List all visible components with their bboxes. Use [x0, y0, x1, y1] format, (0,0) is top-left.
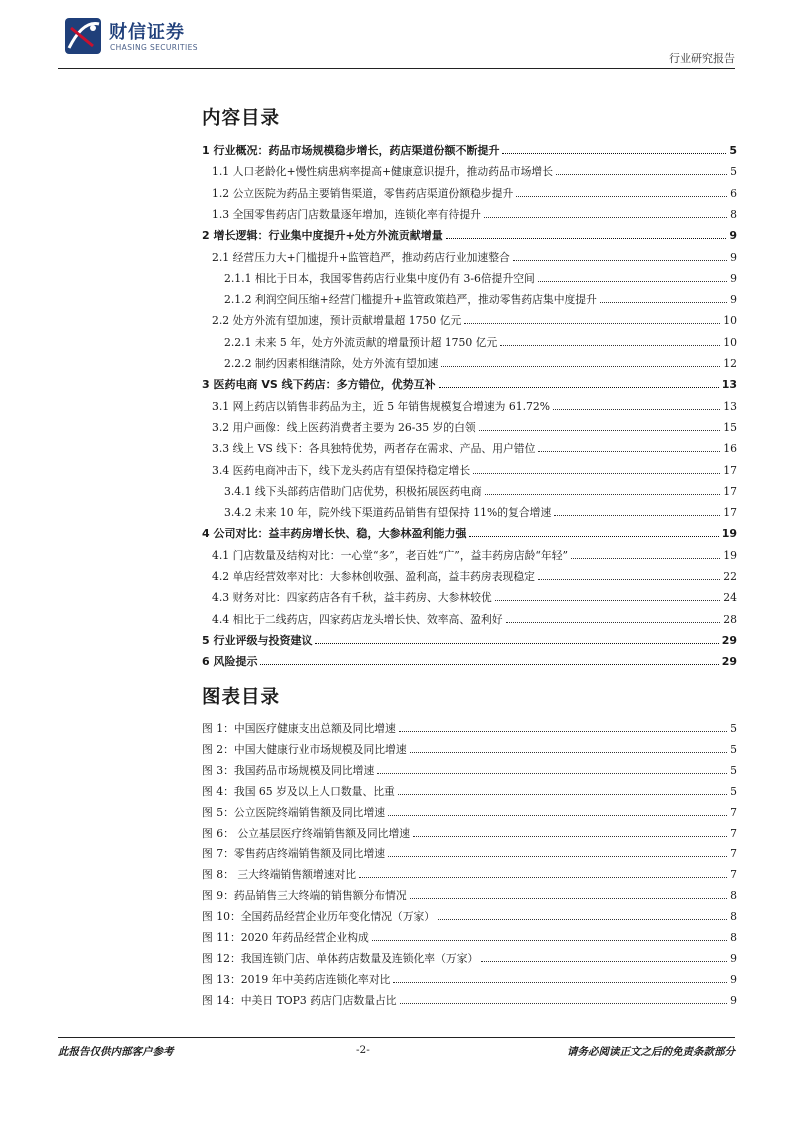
dot-leader: [495, 600, 721, 601]
header-divider: [58, 68, 735, 69]
toc-entry-page: 17: [723, 484, 737, 498]
dot-leader: [500, 345, 720, 346]
toc-entry[interactable]: [212, 542, 737, 562]
toc-entry-title: 2.2.1 未来 5 年，处方外流贡献的增量预计超 1750 亿元: [224, 335, 498, 349]
toc-entry-title: 2.1.2 利润空间压缩+经营门槛提升+监管政策趋严，推动零售药店集中度提升: [224, 293, 597, 307]
figure-entry[interactable]: [202, 987, 737, 1007]
toc-entry-page: 5: [729, 144, 737, 157]
toc-entry-title: 1.1 人口老龄化+慢性病患病率提高+健康意识提升，推动药品市场增长: [212, 165, 554, 179]
toc-entry[interactable]: [212, 158, 737, 178]
figure-entry-page: 8: [730, 931, 737, 944]
toc-entry-title: 6 风险提示: [202, 655, 258, 669]
figure-entry-title: 图 14：中美日 TOP3 药店门店数量占比: [202, 993, 397, 1007]
toc-entry-title: 1.2 公立医院为药品主要销售渠道，零售药店渠道份额稳步提升: [212, 186, 514, 200]
figure-entry[interactable]: [202, 882, 737, 902]
figure-entry-title: 图 7：零售药店终端销售额及同比增速: [202, 847, 386, 861]
figure-entry-page: 9: [730, 951, 737, 965]
toc-entry[interactable]: [202, 627, 737, 647]
figure-entry-title: 图 12：我国连锁门店、单体药店数量及连锁化率（万家）: [202, 951, 479, 965]
toc-title: 内容目录: [202, 108, 281, 129]
toc-entry[interactable]: [224, 478, 737, 498]
toc-entry-page: 9: [730, 293, 737, 307]
dot-leader: [479, 430, 721, 431]
toc-entry-title: 2.1 经营压力大+门槛提升+监管趋严，推动药店行业加速整合: [212, 250, 510, 264]
page-number: -2-: [356, 1044, 370, 1056]
toc-entry-page: 19: [723, 548, 737, 562]
figure-entry-page: 9: [730, 972, 737, 986]
dot-leader: [464, 323, 720, 324]
dot-leader: [410, 752, 727, 753]
figure-entry[interactable]: [202, 840, 737, 860]
figure-entry[interactable]: [202, 945, 737, 965]
figure-entry-page: 8: [730, 910, 737, 924]
toc-entry-page: 16: [723, 442, 737, 456]
toc-entry-title: 2.2 处方外流有望加速，预计贡献增量超 1750 亿元: [212, 314, 462, 328]
toc-entry-title: 3.4.2 未来 10 年，院外线下渠道药品销售有望保持 11%的复合增速: [224, 506, 552, 520]
toc-entry-page: 10: [723, 335, 737, 349]
toc-entry[interactable]: [212, 435, 737, 455]
dot-leader: [600, 302, 727, 303]
figure-entry[interactable]: [202, 903, 737, 923]
figure-entry[interactable]: [202, 778, 737, 798]
dot-leader: [553, 409, 720, 410]
toc-entry[interactable]: [212, 244, 737, 264]
dot-leader: [315, 643, 718, 644]
toc-entry[interactable]: [224, 350, 737, 370]
toc-entry-title: 2.2.2 制约因素相继清除，处方外流有望加速: [224, 357, 439, 370]
dot-leader: [556, 174, 727, 175]
toc-entry-page: 17: [723, 463, 737, 477]
figure-entry-page: 7: [730, 805, 737, 819]
dot-leader: [506, 622, 721, 623]
dot-leader: [398, 794, 727, 795]
toc-entry[interactable]: [202, 648, 737, 668]
figure-entry[interactable]: [202, 861, 737, 881]
toc-entry-title: 5 行业评级与投资建议: [202, 633, 313, 647]
logo-mark-icon: [63, 16, 103, 56]
dot-leader: [484, 217, 727, 218]
figure-entry-page: 7: [730, 868, 737, 882]
dot-leader: [538, 579, 720, 580]
figure-entry-title: 图 3：我国药品市场规模及同比增速: [202, 763, 375, 777]
figure-entry-page: 8: [730, 889, 737, 903]
toc-entry-title: 4.4 相比于二线药店，四家药店龙头增长快、效率高、盈利好: [212, 612, 503, 626]
figure-entry[interactable]: [202, 966, 737, 986]
toc-entry[interactable]: [224, 329, 737, 349]
toc-entry-page: 24: [723, 591, 737, 605]
toc-entry-page: 19: [721, 527, 737, 541]
toc-entry-page: 17: [723, 506, 737, 520]
toc-entry[interactable]: [212, 457, 737, 477]
figure-entry-page: 7: [730, 826, 737, 840]
dot-leader: [400, 1003, 728, 1004]
figure-entry-title: 图 10：全国药品经营企业历年变化情况（万家）: [202, 910, 436, 924]
toc-entry[interactable]: [202, 222, 737, 242]
dot-leader: [372, 940, 727, 941]
toc-entry-page: 8: [730, 207, 737, 221]
figure-entry-title: 图 4：我国 65 岁及以上人口数量、比重: [202, 784, 395, 798]
toc-entry[interactable]: [212, 393, 737, 413]
toc-entry-page: 13: [721, 378, 737, 392]
dot-leader: [439, 387, 719, 388]
dot-leader: [446, 238, 727, 239]
toc-entry-page: 10: [723, 314, 737, 328]
toc-entry-title: 3.4 医药电商冲击下，线下龙头药店有望保持稳定增长: [212, 463, 471, 477]
dot-leader: [538, 281, 727, 282]
logo-english-name: CHASING SECURITIES: [110, 43, 198, 52]
dot-leader: [516, 196, 727, 197]
dot-leader: [388, 856, 727, 857]
dot-leader: [473, 473, 720, 474]
toc-entry[interactable]: [212, 584, 737, 604]
toc-entry-title: 3 医药电商 VS 线下药店：多方错位，优势互补: [202, 378, 436, 392]
dot-leader: [388, 815, 727, 816]
toc-entry-title: 4.3 财务对比：四家药店各有千秋，益丰药房、大参林较优: [212, 591, 492, 605]
figure-entry[interactable]: [202, 820, 737, 840]
toc-entry[interactable]: [212, 307, 737, 327]
toc-entry[interactable]: [224, 286, 737, 306]
dot-leader: [359, 877, 727, 878]
figure-entry[interactable]: [202, 736, 737, 756]
dot-leader: [438, 919, 727, 920]
toc-entry-title: 3.1 网上药店以销售非药品为主，近 5 年销售规模复合增速为 61.72%: [212, 399, 551, 413]
toc-entry-title: 1 行业概况：药品市场规模稳步增长，药店渠道份额不断提升: [202, 144, 500, 157]
toc-entry-page: 12: [723, 357, 737, 370]
dot-leader: [413, 836, 727, 837]
toc-entry[interactable]: [212, 201, 737, 221]
dot-leader: [513, 260, 727, 261]
toc-entry-title: 2.1.1 相比于日本，我国零售药店行业集中度仍有 3-6倍提升空间: [224, 271, 535, 285]
toc-entry-title: 3.3 线上 VS 线下：各具独特优势，两者存在需求、产品、用户错位: [212, 442, 536, 456]
figure-entry-page: 7: [730, 847, 737, 861]
toc-entry[interactable]: [202, 520, 737, 540]
dot-leader: [481, 961, 727, 962]
figure-entry-title: 图 2：中国大健康行业市场规模及同比增速: [202, 742, 407, 756]
figure-entry[interactable]: [202, 799, 737, 819]
toc-entry[interactable]: [212, 606, 737, 626]
figure-entry-page: 9: [730, 993, 737, 1007]
report-type-label: 行业研究报告: [669, 52, 735, 65]
dot-leader: [399, 731, 727, 732]
toc-entry-page: 6: [730, 186, 737, 200]
page-header: [0, 0, 793, 80]
footer-disclaimer-left: 此报告仅供内部客户参考: [58, 1046, 174, 1058]
dot-leader: [502, 153, 726, 154]
toc-entry-title: 1.3 全国零售药店门店数量逐年增加，连锁化率有待提升: [212, 207, 481, 221]
toc-entry-page: 5: [730, 165, 737, 179]
figure-entry-title: 图 13：2019 年中美药店连锁化率对比: [202, 972, 391, 986]
toc-entry-title: 4 公司对比：益丰药房增长快、稳，大参林盈利能力强: [202, 527, 467, 541]
toc-entry[interactable]: [212, 563, 737, 583]
company-logo: [63, 16, 213, 60]
toc-entry-page: 15: [723, 420, 737, 434]
figure-list-title: 图表目录: [202, 687, 281, 708]
figure-entry-page: 5: [730, 722, 737, 735]
figure-entry-page: 5: [730, 784, 737, 798]
dot-leader: [469, 536, 718, 537]
dot-leader: [377, 773, 727, 774]
toc-entry-title: 3.4.1 线下头部药店借助门店优势，积极拓展医药电商: [224, 484, 482, 498]
toc-entry-title: 4.2 单店经营效率对比：大参林创收强、盈利高，益丰药房表现稳定: [212, 570, 535, 583]
toc-entry-page: 29: [721, 655, 737, 669]
figure-entry-page: 5: [730, 742, 737, 756]
toc-entry-page: 22: [723, 570, 737, 583]
figure-entry-title: 图 8： 三大终端销售额增速对比: [202, 868, 357, 882]
figure-entry[interactable]: [202, 715, 737, 735]
dot-leader: [260, 664, 718, 665]
logo-chinese-name: 财信证券: [109, 22, 185, 43]
figure-entry[interactable]: [202, 924, 737, 944]
toc-entry[interactable]: [212, 414, 737, 434]
dot-leader: [441, 366, 720, 367]
figure-entry-title: 图 6： 公立基层医疗终端销售额及同比增速: [202, 826, 411, 840]
footer-divider: [58, 1037, 735, 1038]
toc-entry-page: 28: [723, 612, 737, 626]
dot-leader: [393, 982, 727, 983]
toc-entry-title: 4.1 门店数量及结构对比：一心堂“多”，老百姓“广”，益丰药房店龄“年轻”: [212, 548, 569, 562]
dot-leader: [410, 898, 727, 899]
toc-entry[interactable]: [224, 499, 737, 519]
toc-entry-page: 9: [729, 229, 737, 243]
toc-entry[interactable]: [202, 137, 737, 157]
toc-entry[interactable]: [212, 180, 737, 200]
figure-entry-page: 5: [730, 763, 737, 777]
toc-entry[interactable]: [202, 371, 737, 391]
toc-entry-page: 13: [723, 399, 737, 413]
figure-entry-title: 图 5：公立医院终端销售额及同比增速: [202, 805, 386, 819]
toc-entry-title: 2 增长逻辑：行业集中度提升+处方外流贡献增量: [202, 229, 443, 243]
figure-entry[interactable]: [202, 757, 737, 777]
dot-leader: [554, 515, 720, 516]
toc-entry-page: 29: [721, 633, 737, 647]
footer-disclaimer-right: 请务必阅读正文之后的免责条款部分: [567, 1046, 735, 1058]
dot-leader: [538, 451, 720, 452]
figure-entry-title: 图 9：药品销售三大终端的销售额分布情况: [202, 889, 407, 903]
dot-leader: [485, 494, 721, 495]
figure-entry-title: 图 11：2020 年药品经营企业构成: [202, 931, 369, 944]
dot-leader: [571, 558, 720, 559]
toc-entry-title: 3.2 用户画像：线上医药消费者主要为 26-35 岁的白领: [212, 420, 476, 434]
toc-entry-page: 9: [730, 250, 737, 264]
figure-entry-title: 图 1：中国医疗健康支出总额及同比增速: [202, 722, 396, 735]
toc-entry-page: 9: [730, 271, 737, 285]
toc-entry[interactable]: [224, 265, 737, 285]
